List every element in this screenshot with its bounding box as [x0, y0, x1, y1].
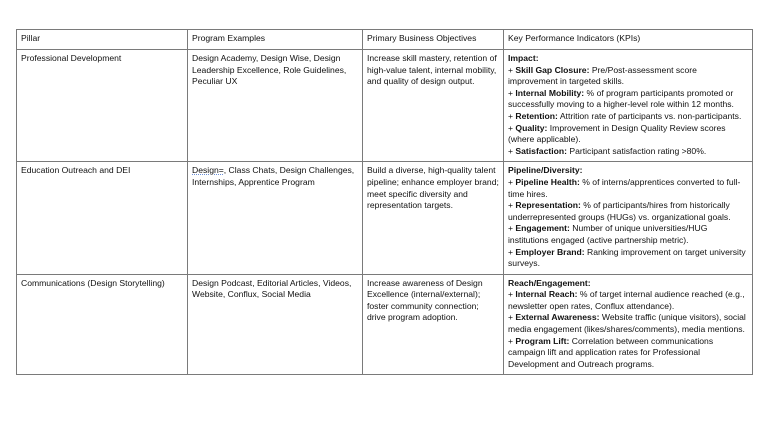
kpi-line: + Employer Brand: Ranking improvement on target university surveys. — [508, 246, 746, 269]
objectives-cell: Increase skill mastery, retention of high-value talent, internal mobility, and quality of design output. — [363, 50, 504, 162]
kpi-line: + Skill Gap Closure: Pre/Post-assessment score improvement in targeted skills. — [508, 64, 697, 87]
kpi-line: + Internal Mobility: % of program participants promoted or successfully moving to a higher-level role within 12 months. — [508, 87, 734, 110]
kpi-title: Pipeline/Diversity: — [508, 165, 583, 176]
table-header-row — [17, 30, 753, 50]
header-business-objectives: Primary Business Objectives — [363, 30, 504, 50]
header-program-examples: Program Examples — [188, 30, 363, 50]
programs-cell: Design Podcast, Editorial Articles, Videos, Website, Conflux, Social Media — [188, 274, 363, 375]
header-kpis: Key Performance Indicators (KPIs) — [504, 30, 753, 50]
kpis-cell — [504, 274, 753, 375]
kpis-cell — [504, 162, 753, 274]
kpi-line: + Engagement: Number of unique universities/HUG institutions engaged (active partnership metric). — [508, 223, 708, 245]
table-row — [17, 274, 753, 375]
pillar-cell: Communications (Design Storytelling) — [17, 274, 188, 375]
kpi-title: Reach/Engagement: — [508, 277, 591, 288]
table-row — [17, 50, 753, 162]
kpi-line: + Quality: Improvement in Design Quality Review scores (where applicable). — [508, 122, 726, 145]
kpi-line: + Program Lift: Correlation between communications campaign lift and application rates for Professional Development and Outreach programs. — [508, 335, 714, 369]
kpi-line: + Internal Reach: % of target internal audience reached (e.g., newsletter open rates, Conflux attendance). — [508, 289, 745, 311]
objectives-cell: Increase awareness of Design Excellence (internal/external); foster community connection; drive program adoption. — [363, 274, 504, 375]
kpi-line: + Representation: % of participants/hires from historically underrepresented groups (HUGs) vs. organizational goals. — [508, 200, 731, 222]
programs-cell: Design Academy, Design Wise, Design Leadership Excellence, Role Guidelines, Peculiar UX — [188, 50, 363, 162]
objectives-cell: Build a diverse, high-quality talent pipeline; enhance employer brand; meet specific diversity and representation targets. — [363, 162, 504, 274]
programs-cell: Design=, Class Chats, Design Challenges, Internships, Apprentice Program — [188, 162, 363, 274]
pillar-cell: Professional Development — [17, 50, 188, 162]
table-row — [17, 162, 753, 274]
kpi-line: + External Awareness: Website traffic (unique visitors), social media engagement (likes/shares/comments), media mentions. — [508, 312, 746, 335]
programs-link-word: Design= — [192, 165, 224, 176]
kpis-cell — [504, 50, 753, 162]
kpi-line: + Retention: Attrition rate of participants vs. non-participants. — [508, 110, 742, 121]
kpi-line: + Pipeline Health: % of interns/apprentices converted to full-time hires. — [508, 176, 741, 199]
kpi-table — [16, 29, 753, 375]
pillar-cell: Education Outreach and DEI — [17, 162, 188, 274]
header-pillar: Pillar — [17, 30, 188, 50]
kpi-title: Impact: — [508, 53, 539, 63]
kpi-line: + Satisfaction: Participant satisfaction rating >80%. — [508, 145, 707, 156]
